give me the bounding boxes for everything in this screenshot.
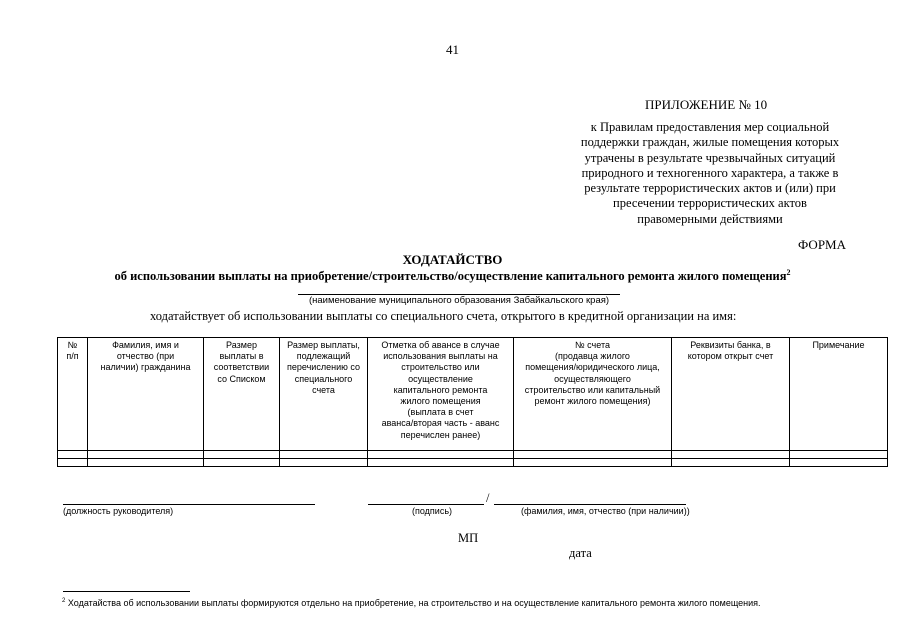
table-cell[interactable] bbox=[790, 451, 888, 459]
footnote-text: Ходатайства об использовании выплаты формируются отдельно на приобретение, на строительство и на осуществление капитального ремонта жилого помещения. bbox=[67, 598, 761, 608]
signature-caption: (подпись) bbox=[412, 506, 453, 516]
table-cell[interactable] bbox=[672, 459, 790, 467]
payments-table bbox=[57, 337, 888, 467]
signature-line bbox=[368, 504, 484, 505]
document-subtitle bbox=[0, 268, 905, 284]
petition-sentence: ходатайствует об использовании выплаты со специального счета, открытого в кредитной организации на имя: bbox=[150, 309, 737, 323]
table-cell[interactable] bbox=[88, 459, 204, 467]
table-header-cell: № п/п bbox=[58, 338, 88, 451]
table-cell[interactable] bbox=[204, 459, 280, 467]
table-header-cell: Отметка об авансе в случае использования выплаты на строительство или осуществление капитального ремонта жилого помещения (выплата в счет аванса/вторая часть - аванс перечислен ранее) bbox=[368, 338, 514, 451]
stamp-label: МП bbox=[458, 531, 479, 545]
table-body bbox=[58, 451, 888, 467]
document-subtitle-text: об использовании выплаты на приобретение/строительство/осуществление капитального ремонта жилого помещения bbox=[114, 269, 787, 284]
page-number: 41 bbox=[446, 42, 459, 57]
table-cell[interactable] bbox=[58, 451, 88, 459]
footnote bbox=[62, 598, 761, 608]
footnote-ref: 2 bbox=[786, 268, 791, 277]
table-row bbox=[58, 459, 888, 467]
table-cell[interactable] bbox=[672, 451, 790, 459]
table-cell[interactable] bbox=[368, 451, 514, 459]
name-line bbox=[494, 504, 686, 505]
table-cell[interactable] bbox=[58, 459, 88, 467]
table-header-cell: № счета (продавца жилого помещения/юридического лица, осуществляющего строительство или капитальный ремонт жилого помещения) bbox=[514, 338, 672, 451]
appendix-title: ПРИЛОЖЕНИЕ № 10 bbox=[645, 97, 768, 112]
table-cell[interactable] bbox=[368, 459, 514, 467]
table-row bbox=[58, 451, 888, 459]
table-header-cell: Размер выплаты в соответствии со Списком bbox=[204, 338, 280, 451]
table-cell[interactable] bbox=[280, 451, 368, 459]
table-header-cell: Реквизиты банка, в котором открыт счет bbox=[672, 338, 790, 451]
table-header-row bbox=[58, 338, 888, 451]
footnote-separator bbox=[63, 591, 190, 592]
table-cell[interactable] bbox=[88, 451, 204, 459]
name-caption: (фамилия, имя, отчество (при наличии)) bbox=[521, 506, 690, 516]
table-cell[interactable] bbox=[204, 451, 280, 459]
date-label: дата bbox=[569, 546, 592, 560]
municipality-caption: (наименование муниципального образования Забайкальского края) bbox=[308, 295, 610, 306]
footnote-number: 2 bbox=[62, 598, 66, 604]
table-header-cell: Размер выплаты, подлежащий перечислению со специального счета bbox=[280, 338, 368, 451]
table-cell[interactable] bbox=[514, 459, 672, 467]
appendix-description: к Правилам предоставления мер социальной поддержки граждан, жилые помещения которых утрачены в результате чрезвычайных ситуаций природного и техногенного характера, а также в результате террористических актов и (или) при пресечении террористических актов правомерными действиями bbox=[580, 120, 840, 226]
table-cell[interactable] bbox=[790, 459, 888, 467]
form-label: ФОРМА bbox=[798, 237, 846, 252]
document-title: ХОДАТАЙСТВО bbox=[402, 252, 503, 267]
table-header-cell: Фамилия, имя и отчество (при наличии) гражданина bbox=[88, 338, 204, 451]
table-cell[interactable] bbox=[514, 451, 672, 459]
table-cell[interactable] bbox=[280, 459, 368, 467]
position-line bbox=[63, 504, 315, 505]
position-caption: (должность руководителя) bbox=[63, 506, 174, 516]
signature-separator: / bbox=[486, 491, 490, 505]
table-header-cell: Примечание bbox=[790, 338, 888, 451]
